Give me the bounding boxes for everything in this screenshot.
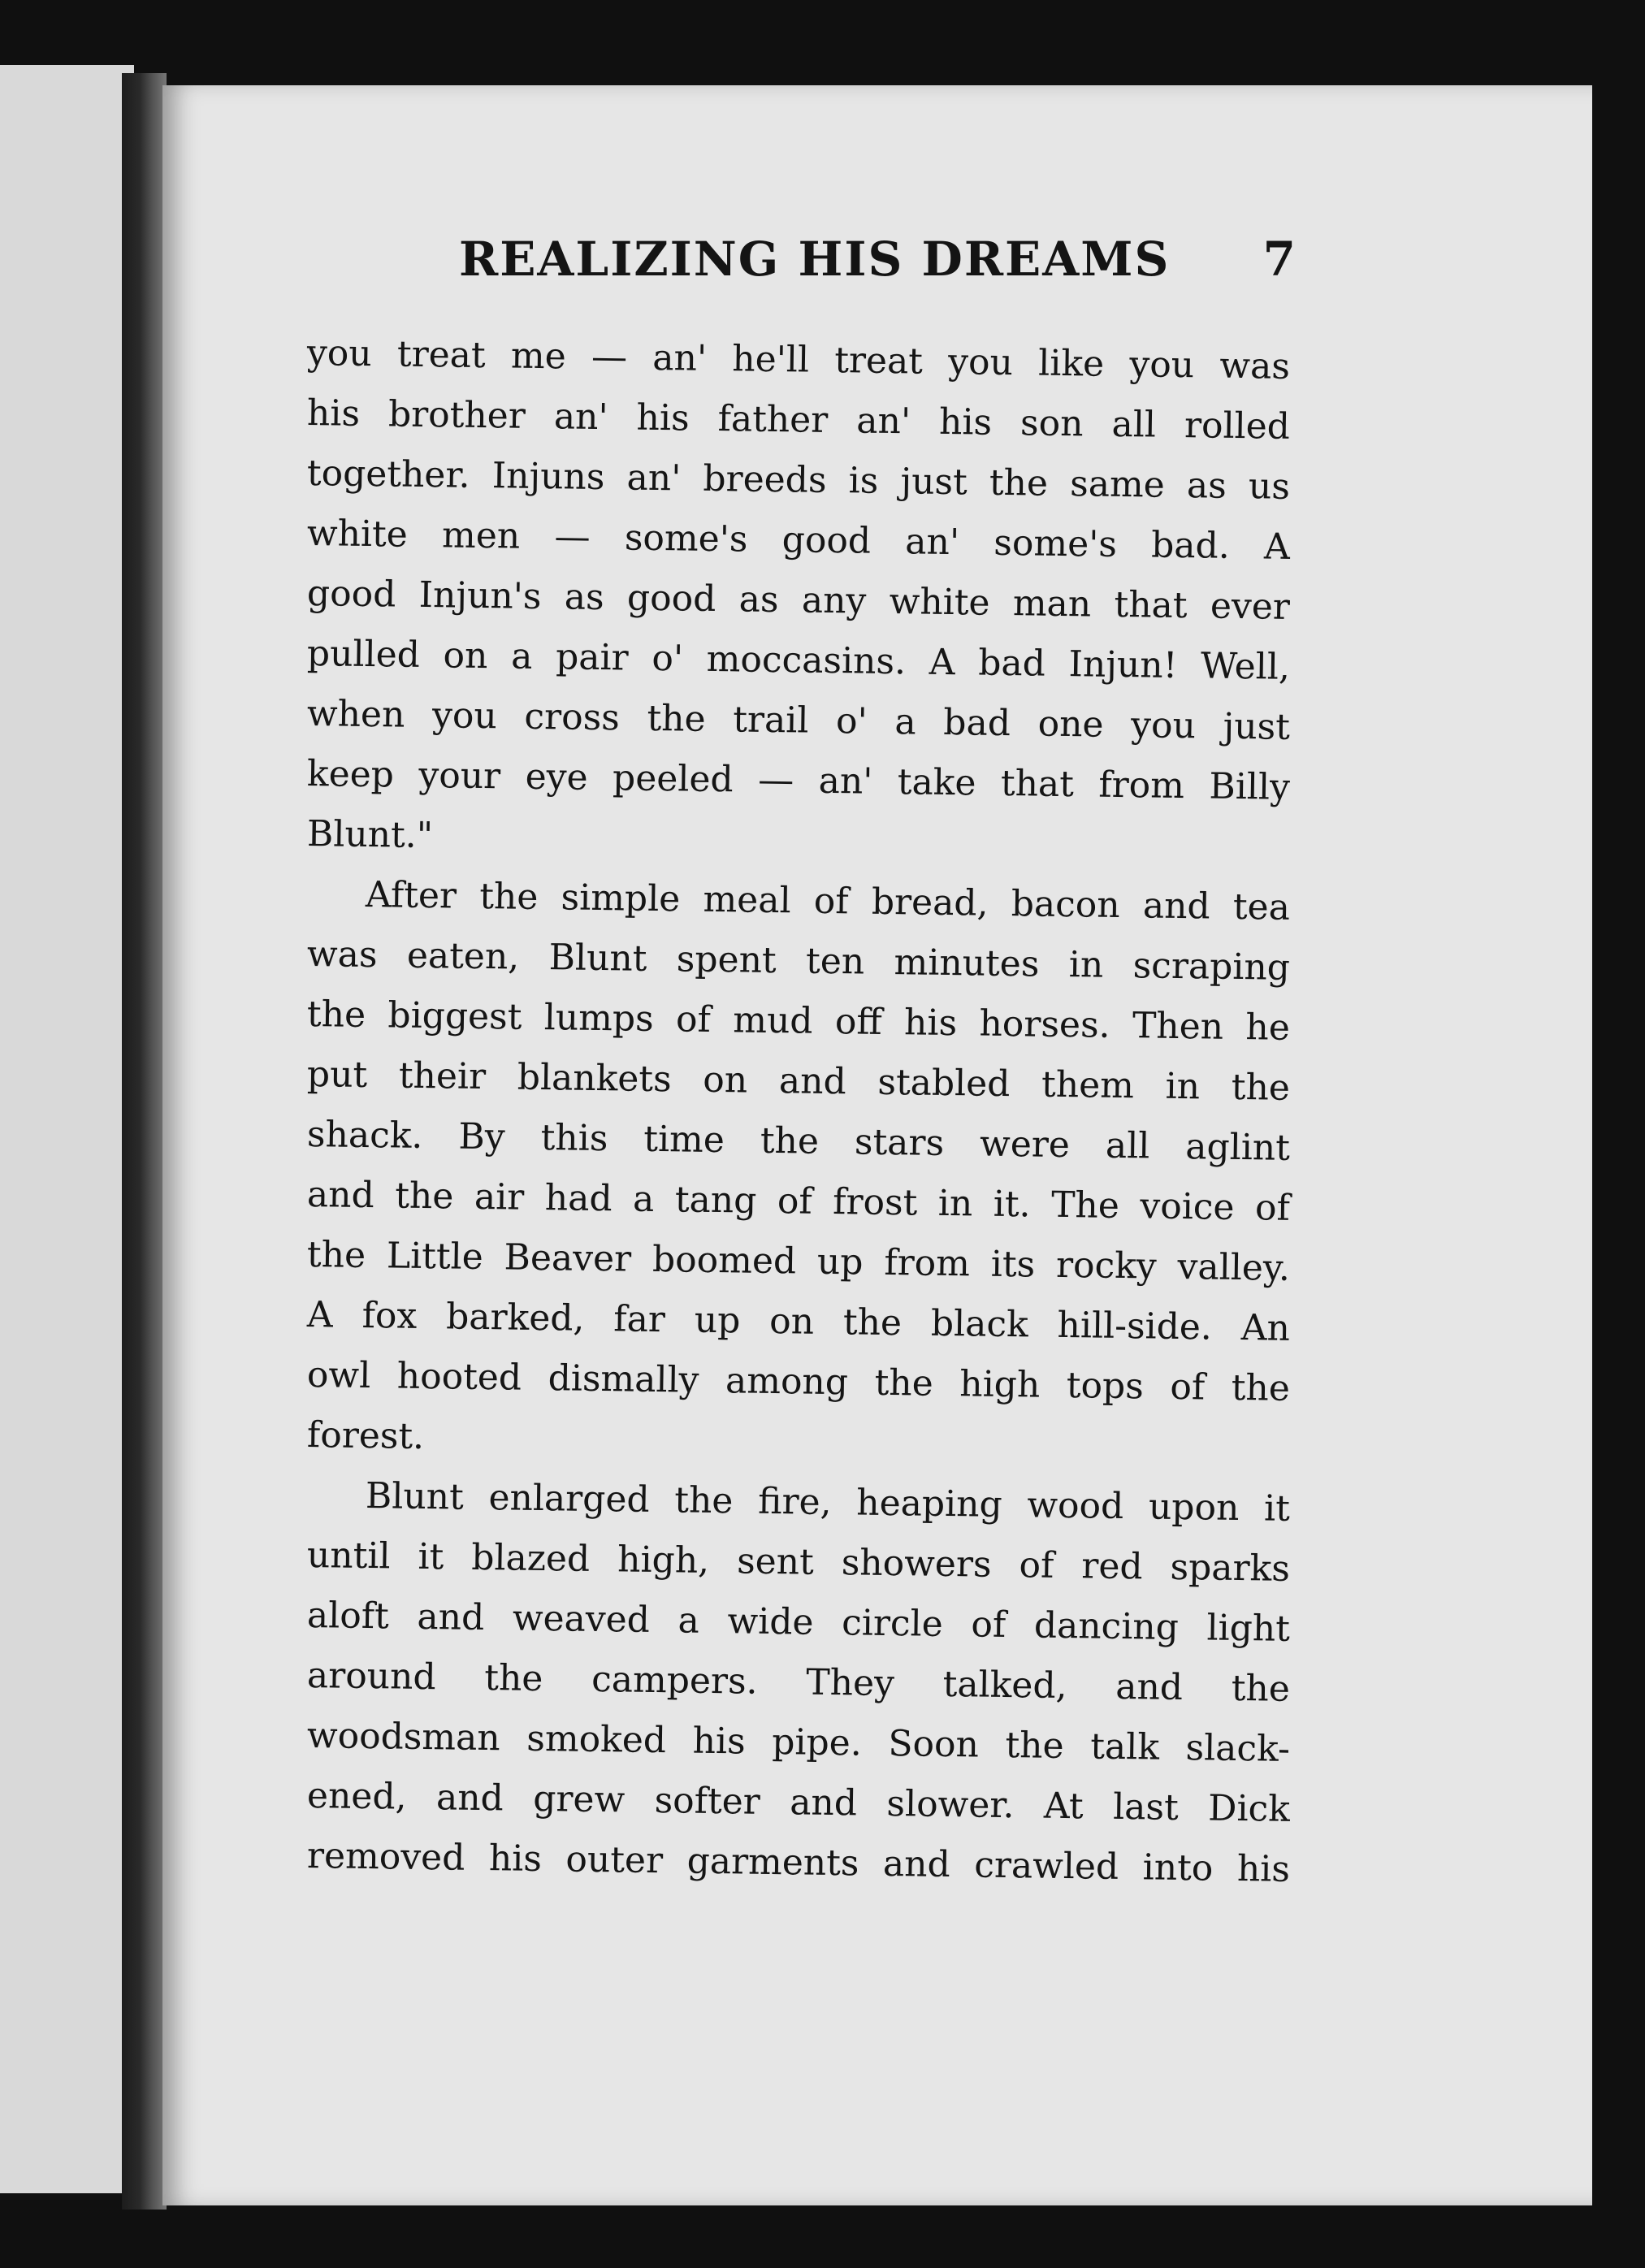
running-title: REALIZING HIS DREAMS [459, 232, 1171, 287]
page-number: 7 [1262, 232, 1296, 287]
text-line: when you cross the trail o' a bad one you just [306, 693, 1291, 748]
text-line: and the air had a tang of frost in it. The voice of [306, 1174, 1291, 1229]
text-line: until it blazed high, sent showers of red sparks [306, 1534, 1291, 1590]
text-line: ened, and grew softer and slower. At last Dick [306, 1775, 1291, 1830]
text-line: A fox barked, far up on the black hill-side. An [306, 1294, 1291, 1349]
text-line: woodsman smoked his pipe. Soon the talk slack- [306, 1715, 1291, 1770]
page-header [288, 232, 1296, 305]
text-line: white men — some's good an' some's bad. A [306, 513, 1291, 568]
text-line: removed his outer garments and crawled into his [306, 1835, 1291, 1890]
paragraph-start-line: Blunt enlarged the fire, heaping wood upon it [365, 1475, 1291, 1530]
text-line: owl hooted dismally among the high tops of the [306, 1354, 1291, 1409]
text-line: good Injun's as good as any white man that ever [306, 573, 1291, 628]
text-line: shack. By this time the stars were all aglint [306, 1114, 1291, 1169]
text-line: forest. [306, 1414, 425, 1458]
text-line: pulled on a pair o' moccasins. A bad Injun! Well, [306, 633, 1291, 688]
text-line: aloft and weaved a wide circle of dancing light [306, 1595, 1291, 1650]
text-line: was eaten, Blunt spent ten minutes in scraping [306, 933, 1291, 989]
body-text [306, 323, 1291, 1890]
paragraph-start-line: After the simple meal of bread, bacon and tea [365, 874, 1291, 928]
text-line: around the campers. They talked, and the [306, 1655, 1291, 1710]
facing-page-edge [0, 65, 134, 2193]
text-line: you treat me — an' he'll treat you like you was [306, 332, 1291, 387]
text-line: the Little Beaver boomed up from its rocky valley. [306, 1234, 1291, 1289]
text-line: together. Injuns an' breeds is just the same as us [306, 452, 1291, 508]
text-line: his brother an' his father an' his son all rolled [306, 392, 1291, 448]
text-line: keep your eye peeled — an' take that from Billy [306, 753, 1291, 808]
text-line: put their blankets on and stabled them in the [306, 1054, 1291, 1109]
text-line: Blunt." [306, 813, 434, 857]
text-line: the biggest lumps of mud off his horses. Then he [306, 993, 1291, 1049]
book-binding-gutter [122, 73, 167, 2210]
